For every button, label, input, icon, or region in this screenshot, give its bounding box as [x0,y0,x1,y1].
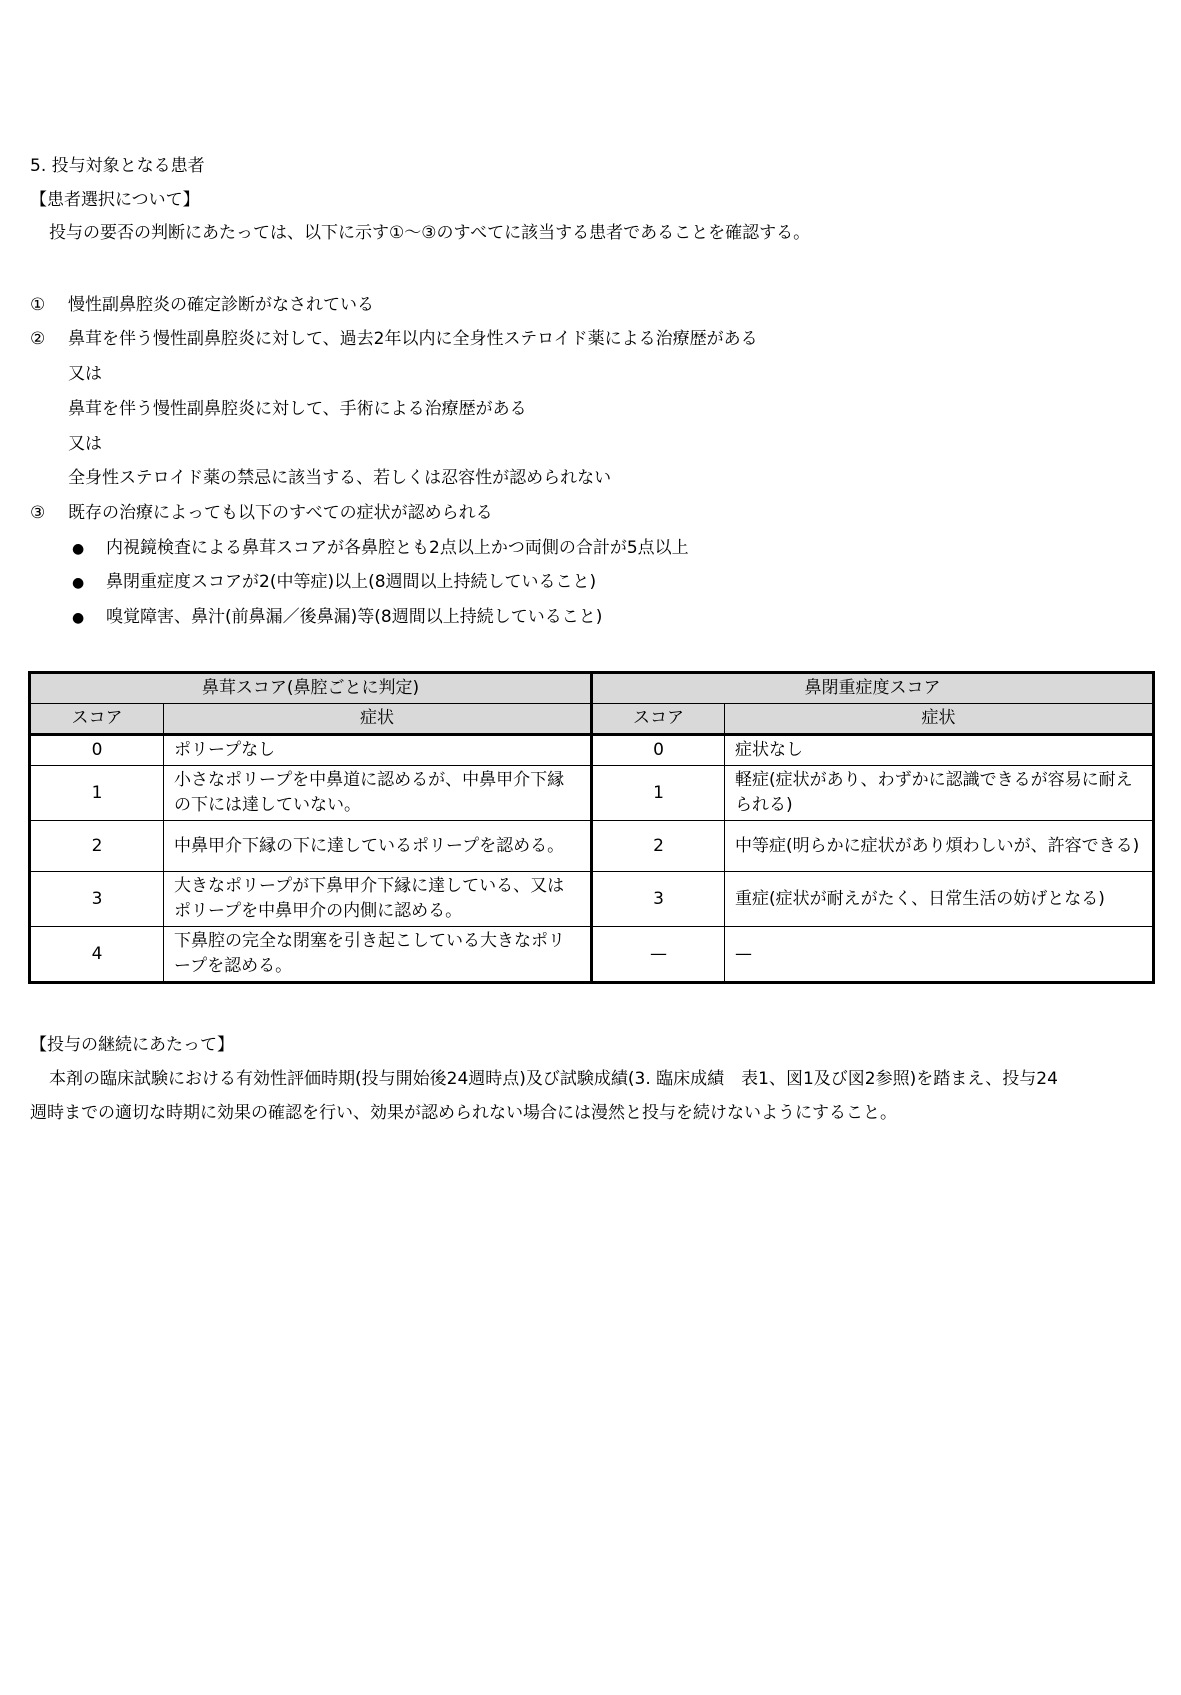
item-text: 又は [68,364,102,384]
bullet-text: 嗅覚障害、鼻汁(前鼻漏／後鼻漏)等(8週間以上持続していること) [106,607,603,627]
bullet-icon: ● [72,575,85,591]
continuation-heading: 【投与の継続にあたって】 [30,1035,234,1055]
continuation-line: 週時までの適切な時期に効果の確認を行い、効果が認められない場合には漫然と投与を続けないようにすること。 [30,1103,897,1123]
criteria-item-or [30,433,102,455]
bullet-icon: ● [72,610,85,626]
criteria-item-3 [30,502,493,524]
group-header-row [30,673,1154,704]
table-row [30,927,1154,983]
item-text: 又は [68,434,102,454]
bullet-text: 内視鏡検査による鼻茸スコアが各鼻腔とも2点以上かつ両側の合計が5点以上 [106,538,689,558]
cell: 症状なし [725,735,1154,766]
selection-heading: 【患者選択について】 [30,190,200,210]
table-row [30,821,1154,872]
cell: 3 [30,872,164,927]
criteria-item-2 [30,328,758,350]
cell: 4 [30,927,164,983]
cell: 下鼻腔の完全な閉塞を引き起こしている大きなポリープを認める。 [164,927,592,983]
selection-intro: 投与の要否の判断にあたっては、以下に示す①～③のすべてに該当する患者であることを確認する。 [49,223,811,243]
cell: 0 [30,735,164,766]
section-title: 5. 投与対象となる患者 [30,156,205,176]
bullet-item [30,606,602,629]
criteria-item-1 [30,294,374,316]
item-number: ② [30,329,46,349]
polyp-score-header: 鼻茸スコア(鼻腔ごとに判定) [30,673,592,704]
col-header-symptom: 症状 [164,704,592,735]
cell: 2 [30,821,164,872]
column-header-row [30,704,1154,735]
item-text: 鼻茸を伴う慢性副鼻腔炎に対して、手術による治療歴がある [68,399,527,419]
cell: 大きなポリープが下鼻甲介下縁に達している、又はポリープを中鼻甲介の内側に認める。 [164,872,592,927]
cell: ポリープなし [164,735,592,766]
item-number: ③ [30,503,46,523]
cell: 3 [592,872,725,927]
table-row [30,766,1154,821]
cell: 中鼻甲介下縁の下に達しているポリープを認める。 [164,821,592,872]
cell: 中等症(明らかに症状があり煩わしいが、許容できる) [725,821,1154,872]
table-row [30,872,1154,927]
cell: 0 [592,735,725,766]
col-header-score: スコア [592,704,725,735]
cell: 1 [592,766,725,821]
col-header-score: スコア [30,704,164,735]
item-number: ① [30,295,46,315]
criteria-item-or [30,363,102,385]
criteria-item-2b [30,398,527,420]
table-row [30,735,1154,766]
cell: — [725,927,1154,983]
bullet-item [30,571,596,594]
continuation-line: 本剤の臨床試験における有効性評価時期(投与開始後24週時点)及び試験成績(3. 臨床成績 表1、図1及び図2参照)を踏まえ、投与24 [49,1069,1058,1089]
criteria-item-2c [30,467,611,489]
cell: 重症(症状が耐えがたく、日常生活の妨げとなる) [725,872,1154,927]
score-table [28,671,1155,984]
item-text: 全身性ステロイド薬の禁忌に該当する、若しくは忍容性が認められない [68,468,612,488]
item-text: 鼻茸を伴う慢性副鼻腔炎に対して、過去2年以内に全身性ステロイド薬による治療歴がある [68,329,758,349]
cell: 2 [592,821,725,872]
congestion-score-header: 鼻閉重症度スコア [592,673,1154,704]
cell: 小さなポリープを中鼻道に認めるが、中鼻甲介下縁の下には達していない。 [164,766,592,821]
bullet-icon: ● [72,541,85,557]
bullet-item [30,537,689,560]
cell: 1 [30,766,164,821]
col-header-symptom: 症状 [725,704,1154,735]
item-text: 既存の治療によっても以下のすべての症状が認められる [68,503,493,523]
item-text: 慢性副鼻腔炎の確定診断がなされている [68,295,374,315]
cell: 軽症(症状があり、わずかに認識できるが容易に耐えられる) [725,766,1154,821]
cell: — [592,927,725,983]
bullet-text: 鼻閉重症度スコアが2(中等症)以上(8週間以上持続していること) [106,572,597,592]
